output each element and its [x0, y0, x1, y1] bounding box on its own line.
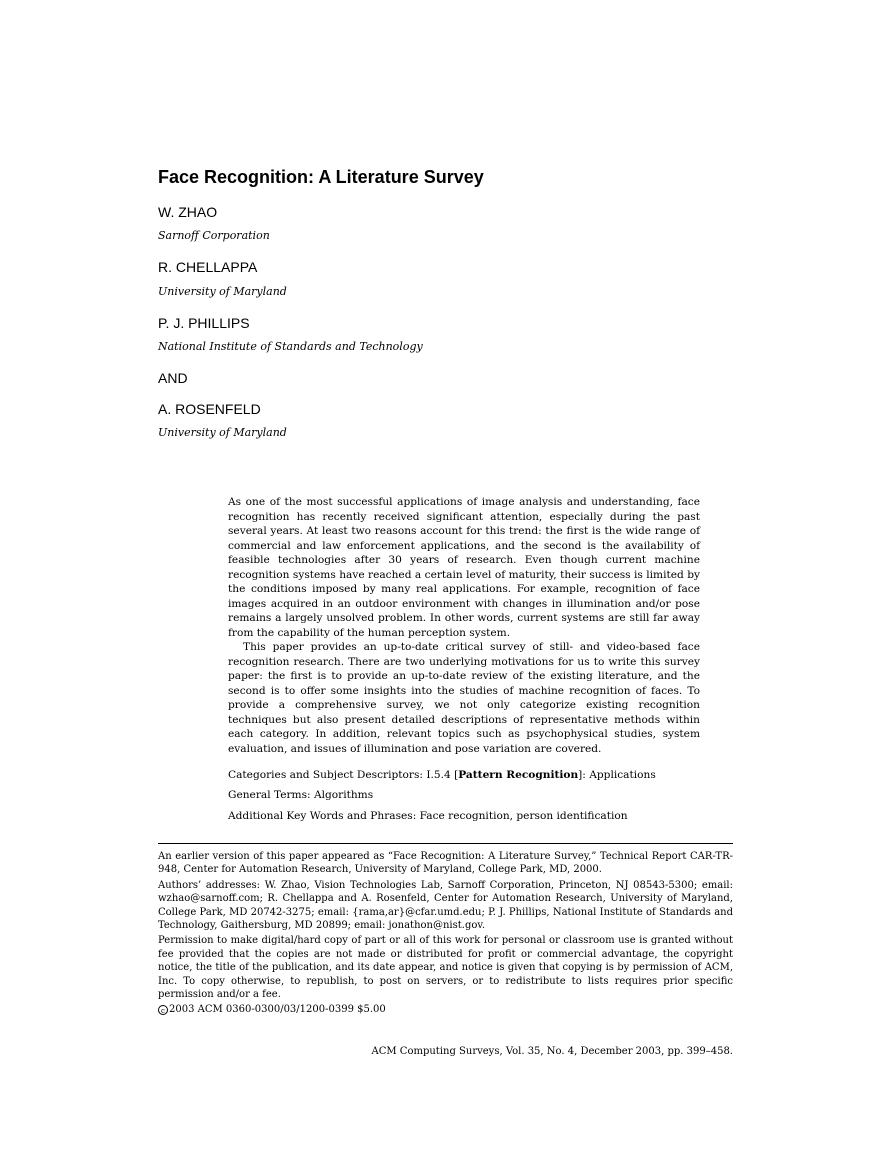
categories-bold: Pattern Recognition [458, 769, 579, 781]
footnotes [158, 850, 733, 1017]
abstract-paragraph: As one of the most successful applications of image analysis and understanding, face recognition has recently received significant attention, especially during the past several years. At least two reasons account for this trend: the first is the wide range of commercial and law enforcement applications, and the second is the availability of feasible technologies after 30 years of research. Even though current machine recognition systems have reached a certain level of maturity, their success is limited by the conditions imposed by many real applications. For example, recognition of face images acquired in an outdoor environment with changes in illumination and/or pose remains a largely unsolved problem. In other words, current systems are still far away from the capability of the human perception system. [228, 496, 700, 639]
author-affiliation: University of Maryland [158, 285, 287, 298]
author-name: P. J. PHILLIPS [158, 315, 250, 331]
footnote-earlier-version: An earlier version of this paper appeared as “Face Recognition: A Literature Survey,” Technical Report CAR-TR-948, Center for Automation Research, University of Maryland, College Park, MD, 2000. [158, 851, 733, 876]
author-name: R. CHELLAPPA [158, 259, 258, 275]
footnote-addresses: Authors’ addresses: W. Zhao, Vision Technologies Lab, Sarnoff Corporation, Princeton, NJ 08543-5300; email: wzhao@sarnoff.com; R. Chellappa and A. Rosenfeld, Center for Automation Research, University of Maryland, College Park, MD 20742-3275; email: {rama,ar}@cfar.umd.edu; P. J. Phillips, National Institute of Standards and Technology, Gaithersburg, MD 20899; email: jonathon@nist.gov. [158, 879, 733, 932]
and-separator: AND [158, 370, 188, 386]
footnote-rule [158, 843, 733, 844]
categories-prefix: Categories and Subject Descriptors: I.5.4 [ [228, 769, 459, 781]
abstract-paragraph: This paper provides an up-to-date critical survey of still- and video-based face recognition research. There are two underlying motivations for us to write this survey paper: the first is to provide an up-to-date review of the existing literature, and the second is to offer some insights into the studies of machine recognition of faces. To provide a comprehensive survey, we not only categorize existing recognition techniques but also present detailed descriptions of representative methods within each category. In addition, relevant topics such as psychophysical studies, system evaluation, and issues of illumination and pose variation are covered. [228, 641, 700, 755]
abstract [228, 495, 700, 756]
keywords: Additional Key Words and Phrases: Face recognition, person identification [228, 810, 628, 822]
journal-citation: ACM Computing Surveys, Vol. 35, No. 4, December 2003, pp. 399–458. [371, 1046, 733, 1057]
author-name: W. ZHAO [158, 204, 218, 220]
author-name: A. ROSENFELD [158, 401, 261, 417]
author-affiliation: National Institute of Standards and Technology [158, 340, 423, 353]
footnote-permission: Permission to make digital/hard copy of part or all of this work for personal or classroom use is granted without fee provided that the copies are not made or distributed for profit or commercial advantage, the copyright notice, the title of the publication, and its date appear, and notice is given that copying is by permission of ACM, Inc. To copy otherwise, to republish, to post on servers, or to redistribute to lists requires prior specific permission and/or a fee. [158, 935, 733, 1001]
categories-suffix: ]: Applications [578, 769, 656, 781]
categories-line [228, 768, 656, 782]
paper-title: Face Recognition: A Literature Survey [158, 167, 484, 187]
copyright-text: 2003 ACM 0360-0300/03/1200-0399 $5.00 [169, 1004, 386, 1016]
author-affiliation: University of Maryland [158, 426, 287, 439]
author-affiliation: Sarnoff Corporation [158, 229, 270, 242]
general-terms: General Terms: Algorithms [228, 789, 374, 801]
copyright-symbol: c [158, 1005, 168, 1015]
copyright-line [158, 1003, 733, 1016]
